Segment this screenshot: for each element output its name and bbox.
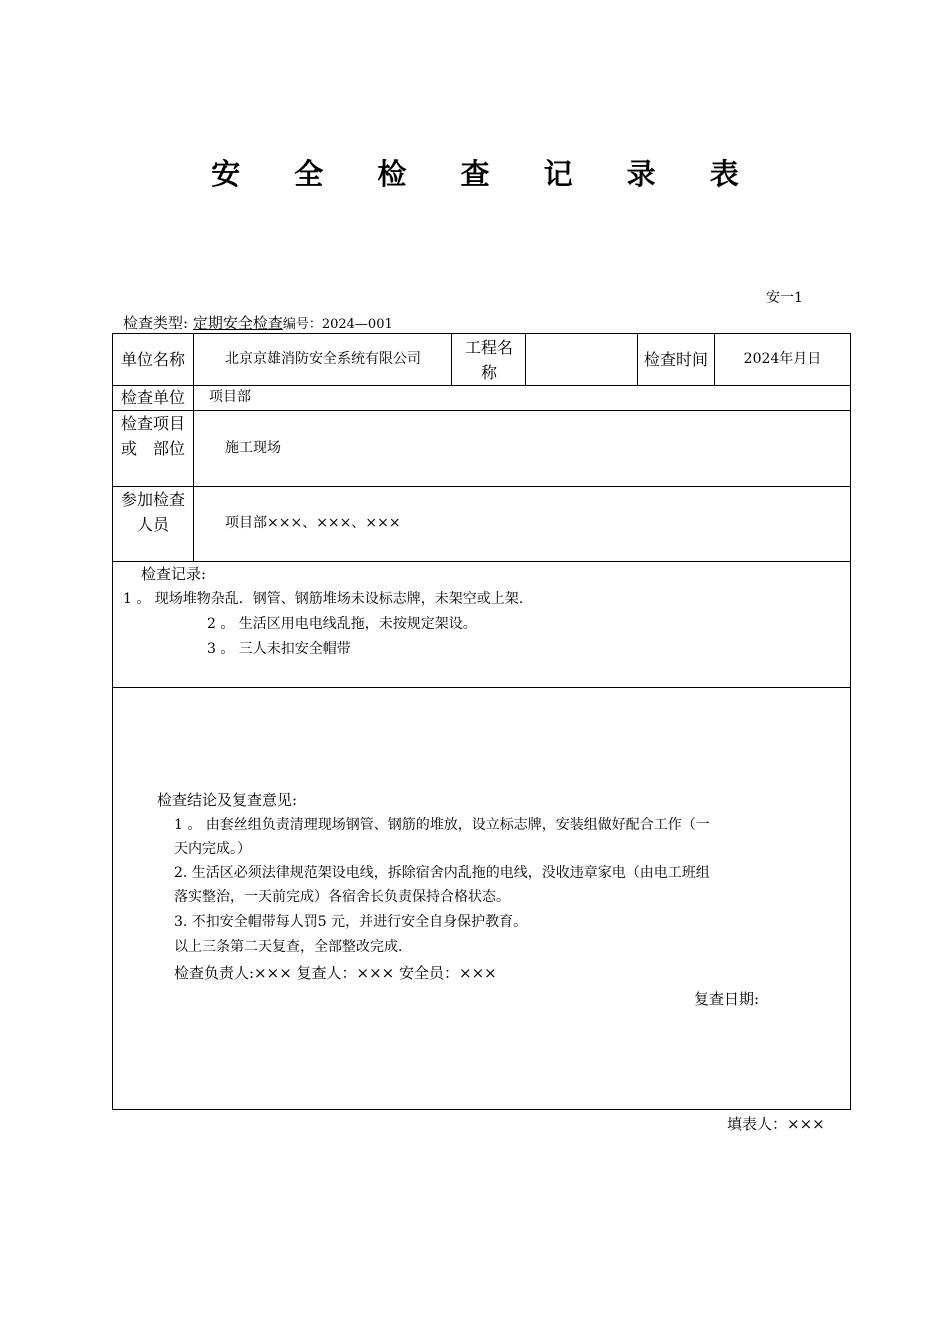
record-item: 3 。 三人未扣安全帽带 [207, 641, 351, 657]
check-type-label: 检查类型: [123, 314, 193, 332]
project-name-label: 工程名称 [464, 338, 513, 382]
conclusion-line: 1 。 由套丝组负责清理现场钢管、钢筋的堆放，设立标志牌，安装组做好配合工作（一 [174, 817, 710, 833]
col-divider [193, 334, 194, 561]
record-number: 编号：2024—001 [282, 317, 393, 332]
meta-line [123, 312, 393, 333]
conclusion-line: 天内完成。） [174, 841, 251, 857]
conclusion-line: 落实整治，一天前完成）各宿舍长负责保持合格状态。 [174, 889, 510, 905]
check-unit-label: 检查单位 [120, 388, 185, 407]
record-item: 1 。 现场堆物杂乱．钢管、钢筋堆场未设标志牌，未架空或上架. [123, 591, 524, 607]
col-divider [637, 334, 638, 385]
check-time-label: 检查时间 [643, 350, 708, 369]
conclusion-line: 以上三条第二天复查，全部整改完成. [174, 939, 403, 955]
conclusion-line: 3. 不扣安全帽带每人罚5 元，并进行安全自身保护教育。 [174, 914, 528, 930]
participants-value: 项目部×××、×××、××× [225, 515, 401, 531]
col-divider [525, 334, 526, 385]
row-divider [113, 410, 850, 411]
conclusion-heading: 检查结论及复查意见: [157, 791, 298, 809]
filled-by: 填表人：××× [727, 1115, 825, 1133]
document-title: 安 全 检 查 记 录 表 [211, 157, 761, 191]
form-code: 安一1 [766, 290, 803, 306]
row-divider [113, 486, 850, 487]
record-heading: 检查记录: [141, 565, 207, 583]
review-date-label: 复查日期: [694, 990, 760, 1008]
check-item-label: 检查项目或 部位 [120, 414, 185, 458]
participants-label: 参加检查人员 [120, 490, 185, 534]
check-time-value: 2024年月日 [743, 351, 822, 367]
check-item-value: 施工现场 [225, 440, 281, 456]
signers-line: 检查负责人:××× 复查人：××× 安全员：××× [174, 964, 497, 982]
unit-name-value: 北京京雄消防安全系统有限公司 [225, 351, 421, 367]
row-divider [113, 687, 850, 688]
row-divider [113, 561, 850, 562]
record-item: 2 。 生活区用电电线乱拖，未按规定架设。 [207, 616, 477, 632]
check-unit-value: 项目部 [209, 389, 251, 405]
inspection-table [112, 333, 851, 1110]
conclusion-line: 2. 生活区必须法律规范架设电线，拆除宿舍内乱拖的电线，没收违章家电（由电工班组 [174, 865, 710, 881]
unit-name-label: 单位名称 [120, 350, 185, 369]
col-divider [451, 334, 452, 385]
check-type-value: 定期安全检查 [192, 314, 283, 332]
